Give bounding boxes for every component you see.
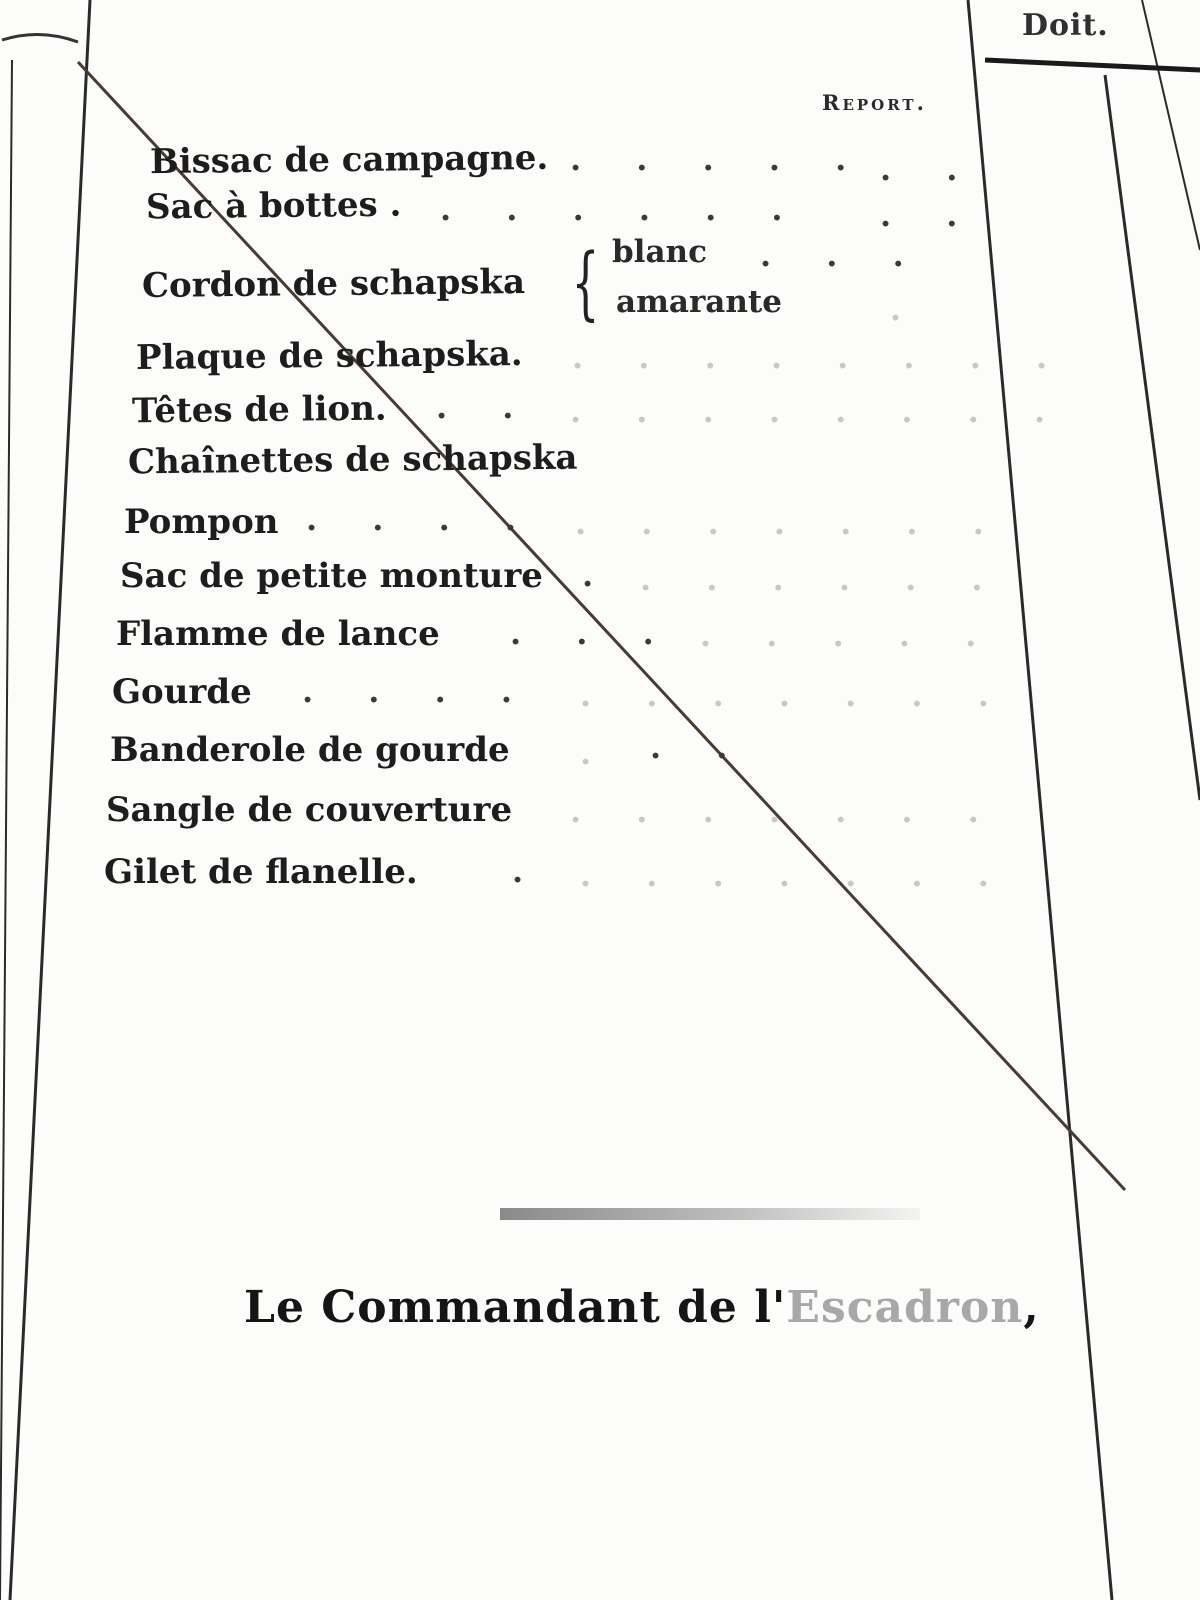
leader-dots: . . bbox=[880, 196, 980, 234]
list-item-flamme-lance: Flamme de lance bbox=[116, 614, 440, 654]
signature-text-faded: Escadron bbox=[786, 1282, 1024, 1333]
list-item-sac-a-bottes: Sac à bottes . bbox=[145, 184, 402, 228]
leader-dots: . . . . . . . . bbox=[570, 392, 1068, 430]
list-item-cordon-schapska: Cordon de schapska bbox=[141, 261, 526, 307]
second-column-rule bbox=[1105, 75, 1200, 800]
leader-dots: . . . . bbox=[306, 500, 538, 538]
list-item-gilet-flanelle: Gilet de flanelle. bbox=[104, 852, 418, 892]
leader-dots: . . . . . . . bbox=[580, 856, 1011, 894]
doit-column-header: Doit. bbox=[1022, 8, 1109, 43]
leader-dots: . . . . . . bbox=[640, 560, 1005, 598]
leader-dots: . . bbox=[436, 388, 536, 426]
list-item-bissac: Bissac de campagne. bbox=[149, 137, 549, 183]
option-amarante: amarante bbox=[616, 284, 782, 320]
leader-dots: . bbox=[512, 852, 546, 890]
leader-dots: . . . . . . . . bbox=[572, 338, 1070, 376]
leader-dots: . . . bbox=[510, 614, 676, 652]
signature-comma: , bbox=[1023, 1282, 1040, 1333]
left-margin-rule bbox=[10, 0, 90, 1600]
list-item-gourde: Gourde bbox=[112, 672, 252, 712]
list-item-tetes-lion: Têtes de lion. bbox=[131, 388, 387, 432]
left-edge-rule bbox=[0, 60, 12, 1600]
commander-signature-line bbox=[244, 1282, 1040, 1333]
leader-dots: . bbox=[582, 556, 616, 594]
leader-dots: . . bbox=[650, 728, 750, 766]
brace-glyph: { bbox=[571, 236, 600, 329]
header-underline bbox=[985, 60, 1200, 70]
list-item-chainettes-schapska: Chaînettes de schapska bbox=[127, 437, 578, 483]
third-column-rule bbox=[1142, 0, 1200, 250]
footer-divider bbox=[500, 1208, 920, 1220]
list-item-sangle-couverture: Sangle de couverture bbox=[106, 790, 513, 830]
leader-dots: . . . . . . . bbox=[580, 676, 1011, 714]
leader-dots: . . . bbox=[760, 236, 926, 274]
leader-dots: . . . . . . . bbox=[570, 792, 1001, 830]
leader-dots: . . . . . . . bbox=[575, 504, 1006, 542]
leader-dots: . bbox=[890, 290, 924, 328]
leader-dots: . . bbox=[880, 150, 980, 188]
list-item-pompon: Pompon bbox=[124, 502, 279, 542]
list-item-banderole-gourde: Banderole de gourde bbox=[110, 730, 510, 770]
list-item-sac-petite-monture: Sac de petite monture bbox=[120, 556, 543, 596]
corner-mark bbox=[2, 34, 78, 42]
signature-text: Le Commandant de l' bbox=[244, 1282, 787, 1333]
report-label: Report. bbox=[822, 90, 927, 115]
leader-dots: . . . . . . bbox=[440, 190, 805, 228]
leader-dots: . . . . bbox=[302, 672, 534, 710]
leader-dots: . . . . . bbox=[700, 616, 999, 654]
list-item-plaque-schapska: Plaque de schapska. bbox=[135, 333, 523, 379]
leader-dots: . . . . . bbox=[570, 140, 869, 178]
leader-dots: . bbox=[580, 734, 614, 772]
option-blanc: blanc bbox=[612, 234, 707, 270]
